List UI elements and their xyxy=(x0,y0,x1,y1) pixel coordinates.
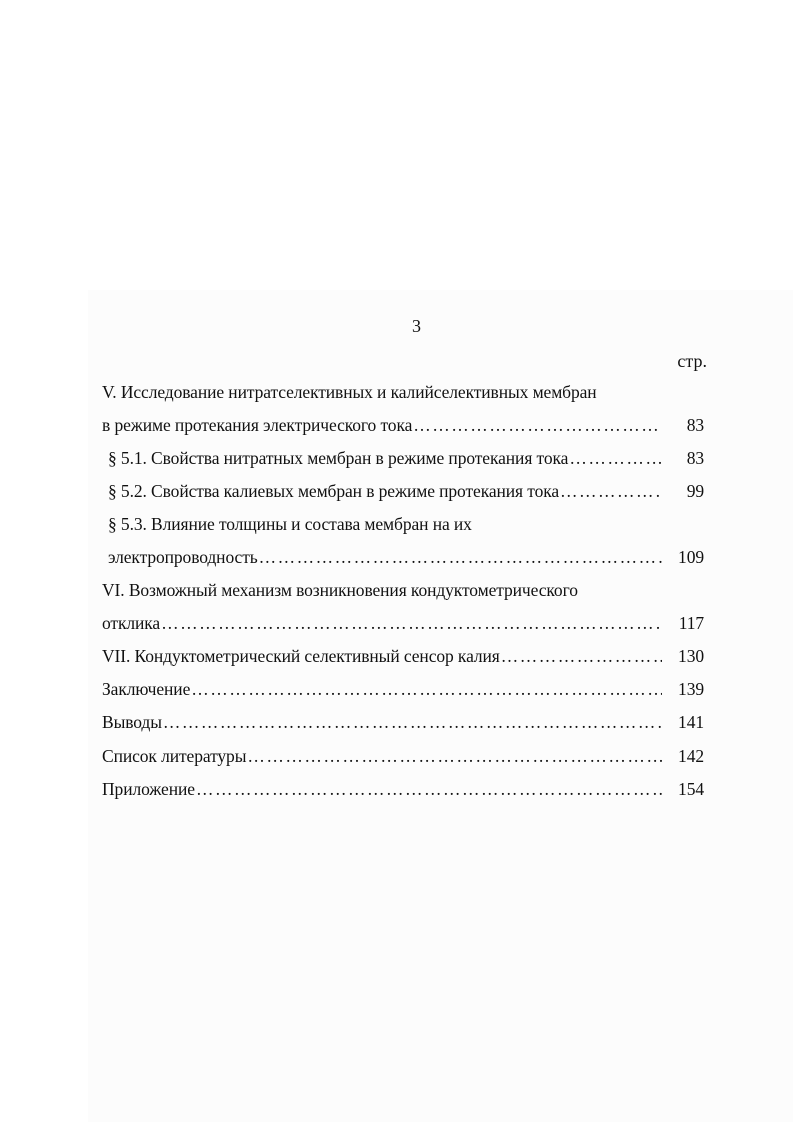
toc-entry-page: 130 xyxy=(678,646,704,666)
page-column-label: стр. xyxy=(677,351,707,371)
toc-entry xyxy=(102,415,704,439)
toc-entry-page: 83 xyxy=(686,448,704,468)
toc-entry xyxy=(108,514,704,538)
toc-entry xyxy=(102,779,704,803)
toc-entry-page: 142 xyxy=(678,746,704,766)
toc-entry-text: отклика xyxy=(102,613,161,633)
toc-entry-text: § 5.2. Свойства калиевых мембран в режиме протекания тока xyxy=(108,481,560,501)
toc-entry-page: 141 xyxy=(678,712,704,732)
toc-entry xyxy=(102,746,704,770)
toc-entry-page: 109 xyxy=(678,547,704,567)
toc-entry-page: 117 xyxy=(678,613,704,633)
dot-leader xyxy=(501,646,662,667)
dot-leader xyxy=(247,746,662,767)
page-number: 3 xyxy=(412,316,421,336)
toc-entry-text: Заключение xyxy=(102,679,191,699)
toc-entry-page: 99 xyxy=(686,481,704,501)
toc-entry-text: Приложение xyxy=(102,779,195,799)
toc-entry-text: электропроводность xyxy=(108,547,258,567)
dot-leader xyxy=(161,613,662,634)
toc-entry xyxy=(102,646,704,670)
dot-leader xyxy=(163,712,662,733)
toc-entry-text: VII. Кондуктометрический селективный сенсор калия xyxy=(102,646,500,666)
dot-leader xyxy=(560,481,662,502)
toc-entry xyxy=(102,679,704,703)
toc-entry-text: § 5.1. Свойства нитратных мембран в режиме протекания тока xyxy=(108,448,569,468)
toc-entry-text: V. Исследование нитратселективных и калийселективных мембран xyxy=(102,382,597,402)
toc-entry-text: § 5.3. Влияние толщины и состава мембран на их xyxy=(108,514,472,534)
toc-entry xyxy=(102,382,704,406)
toc-entry xyxy=(102,712,704,736)
dot-leader xyxy=(196,779,662,800)
dot-leader xyxy=(413,415,662,436)
toc-entry-text: в режиме протекания электрического тока xyxy=(102,415,413,435)
toc-entry xyxy=(108,547,704,571)
dot-leader xyxy=(569,448,662,469)
toc-entry-page: 83 xyxy=(686,415,704,435)
toc-entry xyxy=(102,580,704,604)
toc-entry-page: 139 xyxy=(678,679,704,699)
toc-entry-text: Выводы xyxy=(102,712,162,732)
dot-leader xyxy=(259,547,662,568)
toc-entry xyxy=(102,613,704,637)
toc-entry xyxy=(108,481,704,505)
toc-entry-text: Список литературы xyxy=(102,746,247,766)
toc-entry-page: 154 xyxy=(678,779,704,799)
toc-entry-text: VI. Возможный механизм возникновения кондуктометрического xyxy=(102,580,578,600)
toc-entry xyxy=(108,448,704,472)
dot-leader xyxy=(191,679,662,700)
